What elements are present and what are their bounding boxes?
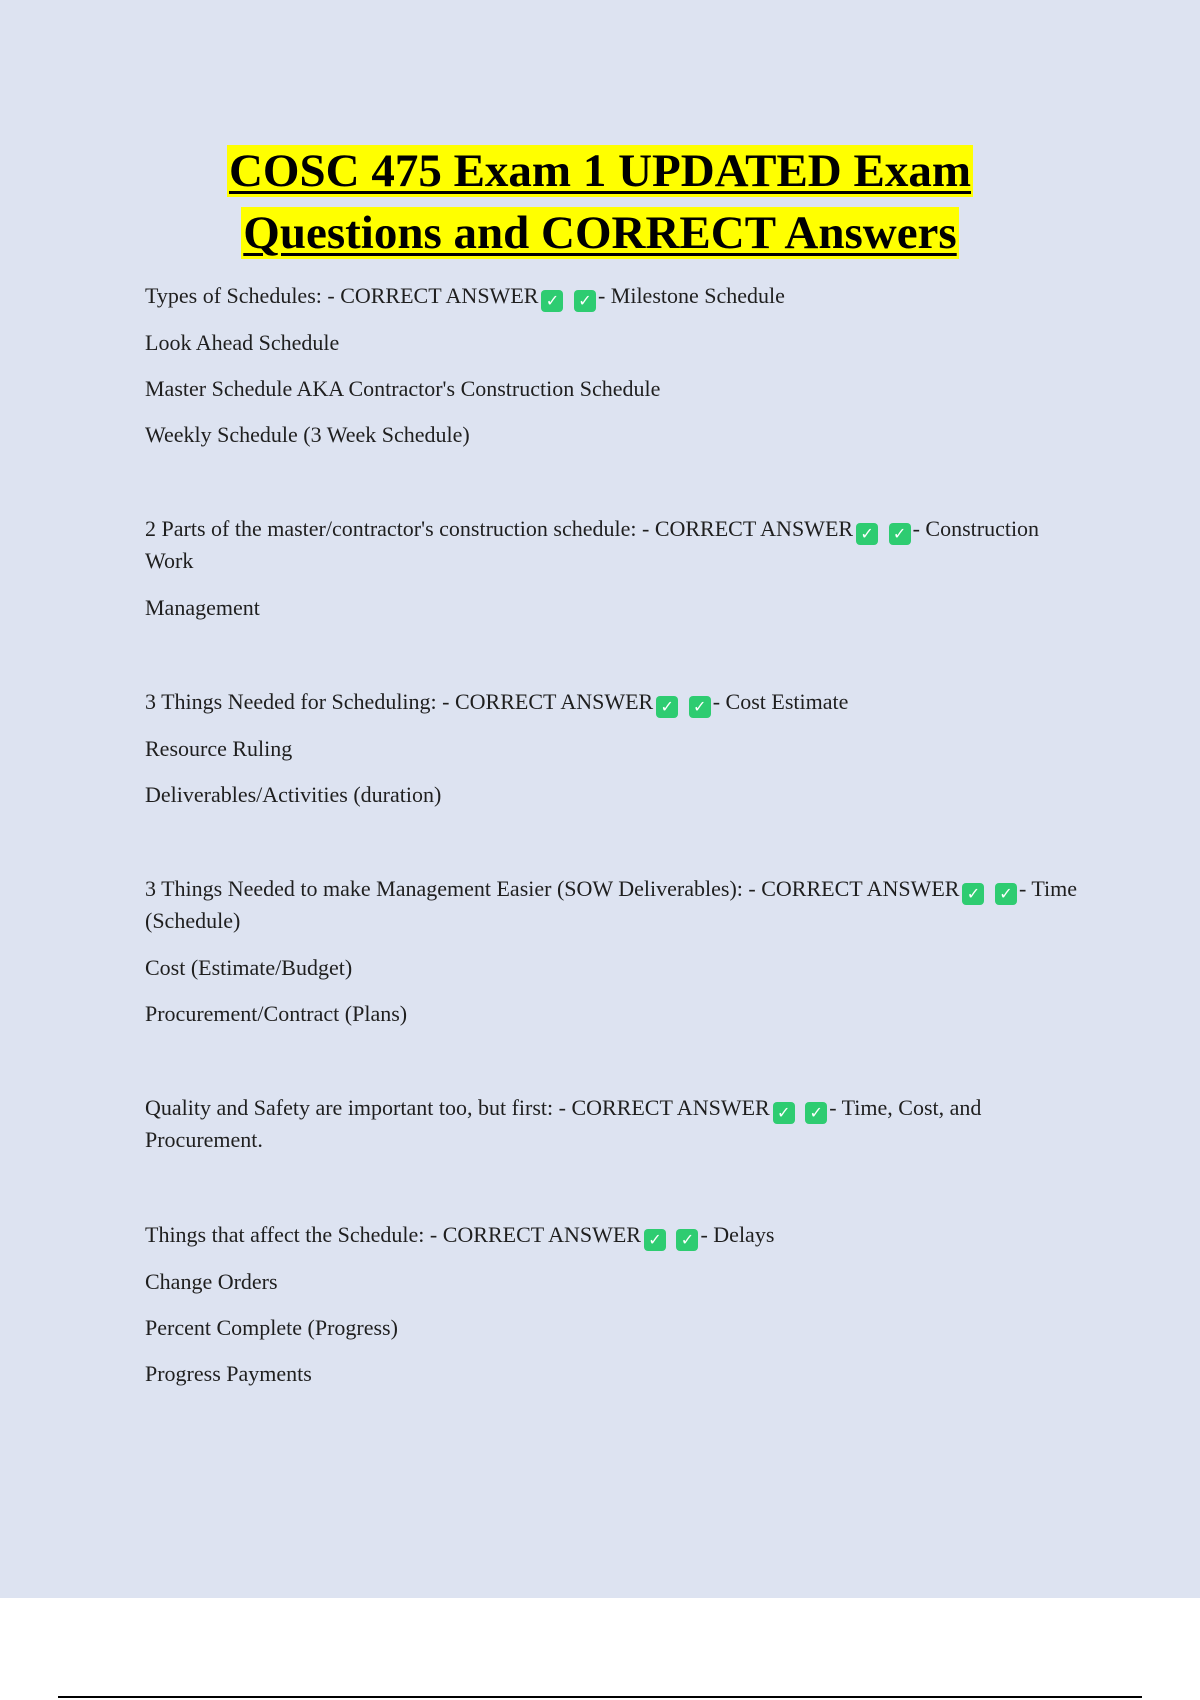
question-text: Quality and Safety are important too, but first: - CORRECT ANSWER <box>145 1095 770 1120</box>
question-text: Things that affect the Schedule: - CORRECT ANSWER <box>145 1222 641 1247</box>
answer-line: Cost (Estimate/Budget) <box>145 955 353 980</box>
answer-line: Weekly Schedule (3 Week Schedule) <box>145 422 470 447</box>
qa-content <box>145 280 1085 1404</box>
check-mark-icon: ✓ <box>541 290 563 312</box>
question-text: Types of Schedules: - CORRECT ANSWER <box>145 283 539 308</box>
answer-line: Management <box>145 595 260 620</box>
check-mark-icon: ✓ <box>656 696 678 718</box>
question-text: 2 Parts of the master/contractor's construction schedule: - CORRECT ANSWER <box>145 516 854 541</box>
check-mark-icon: ✓ <box>995 883 1017 905</box>
check-mark-icon: ✓ <box>805 1102 827 1124</box>
question-text: 3 Things Needed for Scheduling: - CORRECT ANSWER <box>145 689 654 714</box>
qa-item <box>145 280 1085 451</box>
answer-line: Look Ahead Schedule <box>145 330 340 355</box>
qa-item <box>145 513 1085 624</box>
answer-first: - Milestone Schedule <box>597 283 785 308</box>
answer-first: - Cost Estimate <box>712 689 849 714</box>
check-mark-icon: ✓ <box>962 883 984 905</box>
check-mark-icon: ✓ <box>574 290 596 312</box>
document-title <box>0 140 1200 264</box>
answer-first: - Delays <box>700 1222 775 1247</box>
check-mark-icon: ✓ <box>889 523 911 545</box>
answer-first: - Time (Schedule) <box>145 876 1078 933</box>
answer-first: - Time, Cost, and Procurement. <box>145 1095 982 1152</box>
answer-line: Procurement/Contract (Plans) <box>145 1001 408 1026</box>
check-mark-icon: ✓ <box>644 1229 666 1251</box>
answer-line: Percent Complete (Progress) <box>145 1315 398 1340</box>
qa-item <box>145 873 1085 1030</box>
answer-line: Deliverables/Activities (duration) <box>145 782 442 807</box>
page-divider <box>58 1696 1142 1698</box>
answer-first: - Construction Work <box>145 516 1040 573</box>
answer-line: Resource Ruling <box>145 736 293 761</box>
check-mark-icon: ✓ <box>689 696 711 718</box>
answer-line: Change Orders <box>145 1269 278 1294</box>
qa-item <box>145 1092 1085 1156</box>
title-line-1: COSC 475 Exam 1 UPDATED Exam <box>228 145 972 197</box>
answer-line: Progress Payments <box>145 1361 312 1386</box>
check-mark-icon: ✓ <box>773 1102 795 1124</box>
answer-line: Master Schedule AKA Contractor's Construction Schedule <box>145 376 661 401</box>
check-mark-icon: ✓ <box>676 1229 698 1251</box>
question-text: 3 Things Needed to make Management Easier (SOW Deliverables): - CORRECT ANSWER <box>145 876 960 901</box>
title-line-2: Questions and CORRECT Answers <box>243 207 957 259</box>
qa-item <box>145 686 1085 811</box>
check-mark-icon: ✓ <box>856 523 878 545</box>
qa-item <box>145 1219 1085 1390</box>
